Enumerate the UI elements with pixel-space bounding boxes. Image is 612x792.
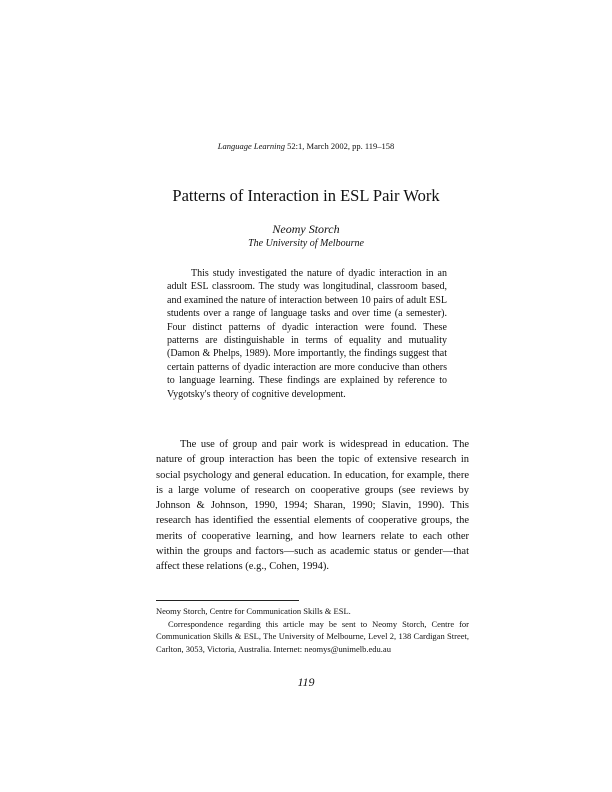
footnote-divider	[156, 600, 299, 601]
article-title: Patterns of Interaction in ESL Pair Work	[172, 186, 440, 205]
page-number: 119	[297, 675, 315, 689]
journal-name: Language Learning	[217, 141, 286, 151]
abstract: This study investigated the nature of dyadic interaction in an adult ESL classroom. The study was longitudinal, classroom based, and examined the nature of interaction between 10 pairs of adult ESL students over a range of language tasks and over time (a semester). Four distinct patterns of dyadic interaction were found. These patterns are distinguishable in terms of equality and mutuality (Damon & Phelps, 1989). More importantly, the findings suggest that certain patterns of dyadic interaction are more conducive than others to language learning. These findings are explained by reference to Vygotsky's theory of cognitive development.	[167, 268, 447, 400]
footnote-author-note: Neomy Storch, Centre for Communication Skills & ESL.	[156, 606, 351, 616]
author-affiliation: The University of Melbourne	[248, 238, 364, 249]
intro-paragraph: The use of group and pair work is widespread in education. The nature of group interaction has been the topic of extensive research in social psychology and general education. In education, for example, there is a large volume of research on cooperative groups (see reviews by Johnson & Johnson, 1990, 1994; Sharan, 1990; Slavin, 1990). This research has identified the essential elements of cooperative groups, the merits of cooperative learning, and how learners relate to each other within the groups and factors—such as academic status or gender—that affect these relations (e.g., Cohen, 1994).	[156, 439, 469, 573]
footnote-correspondence: Correspondence regarding this article may be sent to Neomy Storch, Centre for Communication Skills & ESL, The University of Melbourne, Level 2, 138 Cardigan Street, Carlton, 3053, Victoria, Australia. Internet: neomys@unimelb.edu.au	[156, 619, 469, 654]
journal-citation: 52:1, March 2002, pp. 119–158	[285, 141, 395, 151]
running-head	[0, 140, 612, 152]
author-name: Neomy Storch	[272, 222, 340, 236]
